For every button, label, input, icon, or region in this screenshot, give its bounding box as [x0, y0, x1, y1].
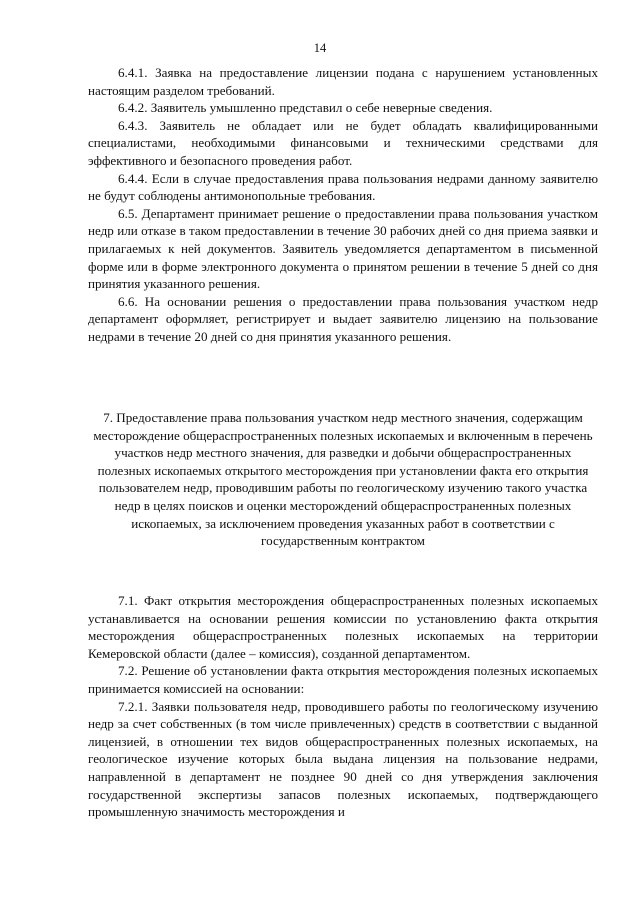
paragraphs-section-7: [88, 592, 598, 821]
paragraph-6-6: 6.6. На основании решения о предоставлении права пользования участком недр департамент оформляет, регистрирует и выдает заявителю лицензию на пользование недрами в течение 20 дней со дня принятия указанного решения.: [88, 293, 598, 344]
paragraph-7-1: 7.1. Факт открытия месторождения общераспространенных полезных ископаемых устанавливается на основании решения комиссии по установлению факта открытия месторождения общераспространенных полезных ископаемых на территории Кемеровской области (далее – комиссия), созданной департаментом.: [88, 593, 598, 661]
paragraph-7-2-1: 7.2.1. Заявки пользователя недр, проводившего работы по геологическому изучению недр за счет собственных (в том числе привлеченных) средств в соответствии с выданной лицензией, в отношении тех видов общераспространенных полезных ископаемых, на геологическое изучение которых была выдана лицензия на пользование недрами, направленной в департамент не позднее 90 дней со дня утверждения заключения государственной экспертизы запасов полезных ископаемых, подтверждающего промышленную значимость месторождения и: [88, 698, 598, 820]
paragraph-6-4-1: 6.4.1. Заявка на предоставление лицензии подана с нарушением установленных настоящим разделом требований.: [88, 65, 598, 98]
section-7-heading: 7. Предоставление права пользования участком недр местного значения, содержащим месторождение общераспространенных полезных ископаемых и включенным в перечень участков недр местного значения, для разведки и добычи общераспространенных полезных ископаемых открытого месторождения при установлении факта его открытия пользователем недр, проводившим работы по геологическому изучению такого участка недр в целях поисков и оценки месторождений общераспространенных полезных ископаемых, за исключением проведения указанных работ в соответствии с государственным контрактом: [93, 410, 593, 549]
paragraph-6-5: 6.5. Департамент принимает решение о предоставлении права пользования участком недр или отказе в таком предоставлении в течение 30 рабочих дней со дня приема заявки и прилагаемых к ней документов. Заявитель уведомляется департаментом в письменной форме или в форме электронного документа о принятом решении в течение 5 дней со дня принятия указанного решения.: [88, 205, 598, 292]
page-number: 14: [313, 41, 327, 55]
paragraph-6-4-4: 6.4.4. Если в случае предоставления права пользования недрами данному заявителю не будут соблюдены антимонопольные требования.: [88, 170, 598, 204]
paragraph-6-4-3: 6.4.3. Заявитель не обладает или не будет обладать квалифицированными специалистами, необходимыми финансовыми и техническими средствами для эффективного и безопасного проведения работ.: [88, 117, 598, 168]
paragraphs-section-6: [88, 64, 598, 346]
paragraph-6-4-2: 6.4.2. Заявитель умышленно представил о себе неверные сведения.: [118, 100, 493, 116]
paragraph-7-2: 7.2. Решение об установлении факта открытия месторождения полезных ископаемых принимается комиссией на основании:: [88, 663, 598, 696]
